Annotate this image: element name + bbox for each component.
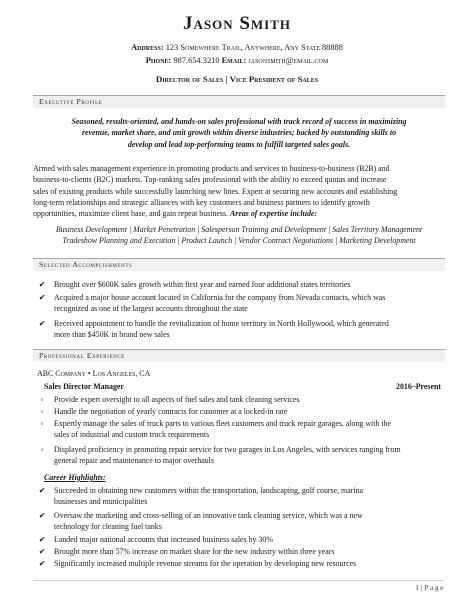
phone-value: 987.654.3210 — [173, 56, 220, 65]
section-experience — [33, 349, 445, 362]
accomplishment-text — [54, 318, 389, 341]
paragraph-line: long-term relationships and strategic alliances with key customers and business partners to identify growth — [33, 197, 370, 207]
company-location: Los Angeles, CA — [92, 369, 151, 378]
duty-item — [37, 418, 445, 442]
duty-line: general repair and maintenance to major overhauls — [54, 456, 214, 466]
phone-email-line — [0, 56, 474, 65]
duty-line: Displayed proficiency in promoting repair service for two garages in Los Angeles, with services ranging from — [54, 445, 401, 454]
summary-line: Seasoned, results-oriented, and hands-on sales professional with track record of success in maximizing — [71, 117, 407, 126]
section-accomplishments — [33, 258, 445, 271]
accomplishment-text — [54, 292, 385, 315]
highlight-item — [37, 485, 445, 509]
section-heading: Professional Experience — [39, 351, 125, 360]
section-heading: Executive Profile — [39, 97, 103, 106]
expertise-label: Areas of expertise include: — [230, 209, 318, 219]
accomplishment-item — [37, 318, 445, 342]
profile-summary — [33, 116, 445, 150]
paragraph-line: business-to-clients (B2C) markets. Top-ranking sales professional with the ability to exceed quotas and increase — [33, 175, 387, 185]
hollow-square-bullet-icon: ▫ — [40, 407, 44, 416]
highlight-text — [54, 546, 334, 557]
highlight-line: Oversaw the marketing and cross-selling of an innovative tank cleaning service, which was a new — [54, 511, 363, 520]
checkmark-icon: ✔ — [38, 486, 46, 495]
duty-line: Expertly manage the sales of truck parts to various fleet customers and truck repair garages, along with the — [54, 419, 391, 428]
checkmark-icon: ✔ — [38, 559, 46, 568]
accomplishment-text — [54, 279, 350, 290]
duty-text — [54, 444, 401, 467]
highlight-text — [54, 558, 356, 569]
target-title: Director of Sales | Vice President of Sales — [155, 74, 319, 84]
summary-line: revenue, market share, and unit growth within diverse industries; backed by outstanding skills to — [81, 128, 397, 138]
highlight-text — [54, 510, 363, 533]
summary-line: develop and lead top-performing teams to fulfill targeted sales goals. — [127, 139, 351, 149]
email-label: Email: — [221, 56, 247, 65]
hollow-square-bullet-icon: ▫ — [40, 419, 44, 428]
duty-text — [54, 394, 299, 405]
hollow-square-bullet-icon: ▫ — [40, 445, 44, 454]
checkmark-icon: ✔ — [38, 535, 46, 544]
highlight-text — [54, 534, 273, 545]
accomplishment-line: Brought over $600K sales growth within first year and earned four additional states territories — [54, 280, 351, 289]
section-heading: Selected Accomplishments — [39, 260, 133, 269]
highlight-line: Succeeded in obtaining new customers within the transportation, landscaping, golf course, marina — [54, 486, 363, 495]
expertise-line: Business Development | Market Penetration | Salesperson Training and Development | Sales Territory Management — [55, 225, 423, 234]
duty-item — [37, 406, 445, 418]
duty-item — [37, 394, 445, 406]
duty-item — [37, 444, 445, 468]
paragraph-line: sales of existing products while successfully launching new lines. Expert at securing new accounts and establishing — [33, 186, 398, 196]
checkmark-icon: ✔ — [38, 547, 46, 556]
address-value: 123 Somewhere Trail, Anywhere, Any State 88888 — [165, 43, 343, 52]
candidate-name: Jason Smith — [182, 13, 292, 34]
checkmark-icon: ✔ — [38, 293, 46, 302]
accomplishment-line: Acquired a major house account located in California for the company from Nevada contacts, which was — [54, 293, 386, 302]
email-value: jasonsmith@email.com — [248, 56, 329, 65]
highlight-text — [54, 485, 363, 508]
paragraph-line-end: opportunities, maximize client base, and gain repeat business. — [33, 209, 229, 219]
duty-text — [54, 406, 287, 417]
checkmark-icon: ✔ — [38, 319, 46, 328]
company-line: ABC Company • Los Angeles, CA — [37, 369, 151, 378]
footer-rule — [33, 580, 445, 581]
accomplishment-line: Received appointment to handle the revitalization of home territory in North Hollywood, which generated — [54, 319, 389, 328]
highlight-line: Significantly increased multiple revenue streams for the operation by developing new resources — [54, 559, 357, 568]
paragraph-line — [33, 208, 445, 219]
expertise-list — [33, 224, 445, 247]
duty-line: sales of industrial and custom truck requirements — [54, 430, 210, 440]
accomplishment-line: recognized as one of the largest accounts throughout the state — [54, 304, 248, 314]
highlight-line: Brought more than 57% increase on market share for the new industry within three years — [54, 547, 335, 556]
career-highlights-label: Career Highlights: — [44, 473, 106, 482]
expertise-line: Tradeshow Planning and Execution | Product Launch | Vendor Contract Negotiations | Marketing Development — [62, 236, 416, 246]
hollow-square-bullet-icon: ▫ — [40, 395, 44, 404]
phone-label: Phone: — [145, 56, 172, 65]
checkmark-icon: ✔ — [38, 511, 46, 520]
highlight-item — [37, 510, 445, 534]
job-title: Sales Director Manager — [44, 382, 124, 391]
highlight-line: technology for cleaning fuel tanks — [54, 522, 162, 532]
highlight-line: Landed major national accounts that increased business sales by 30% — [54, 535, 273, 544]
accomplishment-line: more than $450K in brand new sales — [54, 330, 170, 340]
highlight-item — [37, 558, 445, 570]
page-number-label: Page — [424, 583, 445, 592]
paragraph-line: Armed with sales management experience in promoting products and services to business-to-business (B2B) and — [33, 164, 390, 173]
duty-text — [54, 418, 391, 441]
company-name: ABC Company — [37, 369, 86, 378]
profile-paragraph — [33, 163, 445, 219]
address-label: Address: — [131, 43, 164, 52]
accomplishment-item — [37, 279, 445, 291]
duty-line: Handle the negotiation of yearly contracts for customer at a locked-in rate — [54, 407, 288, 416]
job-dates: 2016–Present — [396, 382, 441, 391]
highlight-item — [37, 546, 445, 558]
duty-line: Provide expert oversight to all aspects of fuel sales and tank cleaning services — [54, 395, 300, 404]
address-line — [0, 43, 474, 52]
checkmark-icon: ✔ — [38, 280, 46, 289]
page-number: 1 | Page — [415, 583, 445, 592]
page-number-value: 1 — [415, 583, 419, 592]
highlight-item — [37, 534, 445, 546]
accomplishment-item — [37, 292, 445, 316]
section-executive-profile — [33, 95, 445, 108]
highlight-line: businesses and municipalities — [54, 497, 148, 507]
